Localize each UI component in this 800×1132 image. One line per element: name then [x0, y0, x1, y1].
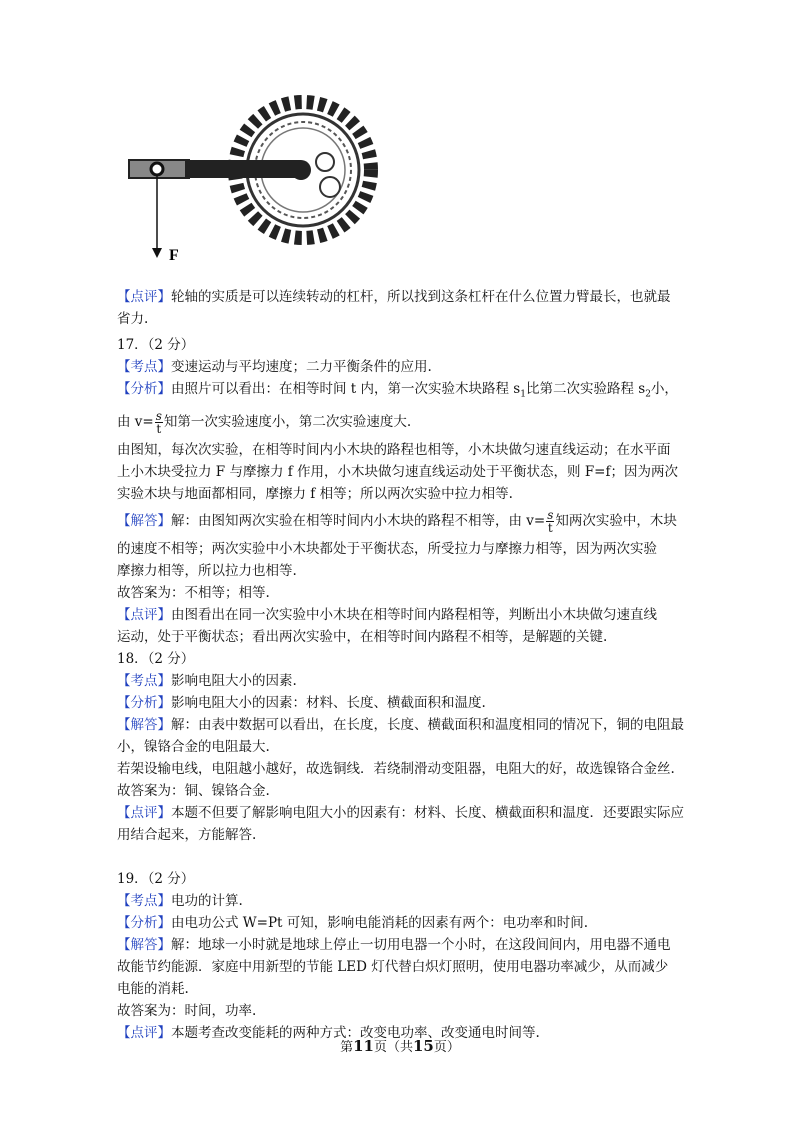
kaodian-17: 【考点】变速运动与平均速度；二力平衡条件的应用. — [117, 359, 432, 375]
velocity-formula-line: 由 v= $\frac{s}{t}$ 知第一次实验速度小，第二次实验速度大. — [117, 408, 412, 436]
tag-jieda: 【解答】 — [117, 716, 171, 733]
tag-dianping: 【点评】 — [117, 1024, 171, 1041]
text-line: 的速度不相等；两次实验中小木块都处于平衡状态，所受拉力与摩擦力相等，因为两次实验 — [117, 540, 657, 557]
text-line: 故能节约能源．家庭中用新型的节能 LED 灯代替白炽灯照明，使用电器功率减少，从而减少 — [117, 958, 669, 975]
tag-kaodian: 【考点】 — [117, 359, 171, 375]
text-line: 省力. — [117, 311, 149, 327]
wheel-axle-figure — [125, 92, 385, 272]
tag-jieda: 【解答】 — [117, 936, 171, 953]
solution-text — [117, 286, 697, 1044]
dianping-19: 【点评】本题考查改变能耗的两种方式：改变电功率、改变通电时间等. — [117, 1024, 540, 1041]
tag-jieda: 【解答】 — [117, 512, 171, 529]
text-line: 运动，处于平衡状态；看出两次实验中，在相等时间内路程不相等，是解题的关键. — [117, 628, 608, 645]
kaodian-19: 【考点】电功的计算. — [117, 892, 243, 909]
tag-kaodian: 【考点】 — [117, 672, 171, 689]
text-line: 由图知，每次次实验，在相等时间内小木块的路程也相等，小木块做匀速直线运动；在水平面 — [117, 441, 671, 458]
text-line: 小，镍铬合金的电阻最大. — [117, 738, 270, 755]
answer-18: 故答案为：铜、镍铬合金. — [117, 782, 270, 799]
fenxi-17: 【分析】由照片可以看出：在相等时间 t 内，第一次实验木块路程 $s_1$比第二次实验路程 $s_2$小， — [117, 381, 678, 400]
question-17-header: 17．（2 分） — [117, 337, 195, 353]
fenxi-19: 【分析】由电功公式 W=Pt 可知，影响电能消耗的因素有两个：电功率和时间. — [117, 914, 589, 931]
comment-line: 【点评】轮轴的实质是可以连续转动的杠杆，所以找到这条杠杆在什么位置力臂最长，也就最 — [117, 289, 671, 305]
answer-19: 故答案为：时间，功率. — [117, 1002, 257, 1019]
jieda-18: 【解答】解：由表中数据可以看出，在长度，长度、横截面积和温度相同的情况下，铜的电阻最 — [117, 716, 684, 733]
dianping-17: 【点评】由图看出在同一次实验中小木块在相等时间内路程相等，判断出小木块做匀速直线 — [117, 606, 657, 623]
page-footer: 第11页（共15页） — [340, 1037, 460, 1055]
text-line: 上小木块受拉力 F 与摩擦力 f 作用，小木块做匀速直线运动处于平衡状态，则 F=f；因为两次 — [117, 463, 678, 480]
answer-17: 故答案为：不相等；相等. — [117, 584, 270, 601]
tag-kaodian: 【考点】 — [117, 892, 171, 909]
dianping-18: 【点评】本题不但要了解影响电阻大小的因素有：材料、长度、横截面积和温度．还要跟实际应 — [117, 804, 684, 821]
tag-fenxi: 【分析】 — [117, 381, 171, 397]
question-18-header: 18．（2 分） — [117, 650, 195, 667]
tag-dianping: 【点评】 — [117, 804, 171, 821]
fenxi-18: 【分析】影响电阻大小的因素：材料、长度、横截面积和温度. — [117, 694, 486, 711]
question-19-header: 19．（2 分） — [117, 870, 195, 887]
tag-fenxi: 【分析】 — [117, 694, 171, 711]
current-page-number: 11 — [353, 1037, 374, 1055]
kaodian-18: 【考点】影响电阻大小的因素. — [117, 672, 297, 689]
jieda-17: 【解答】解：由图知两次实验在相等时间内小木块的路程不相等，由 v= $\frac{s}{t}$ 知两次实验中，木块 — [117, 507, 677, 535]
crank-lever — [129, 160, 301, 178]
text-line: 用结合起来，方能解答. — [117, 826, 257, 843]
total-page-number: 15 — [413, 1037, 434, 1055]
fraction-s-over-t: $\frac{s}{t}$ — [547, 507, 554, 535]
tag-fenxi: 【分析】 — [117, 914, 171, 931]
fraction-s-over-t: $\frac{s}{t}$ — [155, 408, 162, 436]
text-line: 电能的消耗. — [117, 980, 189, 997]
text-line: 实验木块与地面都相同，摩擦力 f 相等；所以两次实验中拉力相等. — [117, 485, 513, 502]
tag-dianping: 【点评】 — [117, 289, 171, 305]
text-line: 若架设输电线，电阻越小越好，故选铜线．若绕制滑动变阻器，电阻大的好，故选镍铬合金丝. — [117, 760, 675, 777]
force-arrow — [152, 175, 162, 258]
jieda-19: 【解答】解：地球一小时就是地球上停止一切用电器一个小时，在这段间间内，用电器不通电 — [117, 936, 671, 953]
force-label: F — [169, 247, 179, 264]
text-line: 摩擦力相等，所以拉力也相等. — [117, 562, 297, 579]
tag-dianping: 【点评】 — [117, 606, 171, 623]
